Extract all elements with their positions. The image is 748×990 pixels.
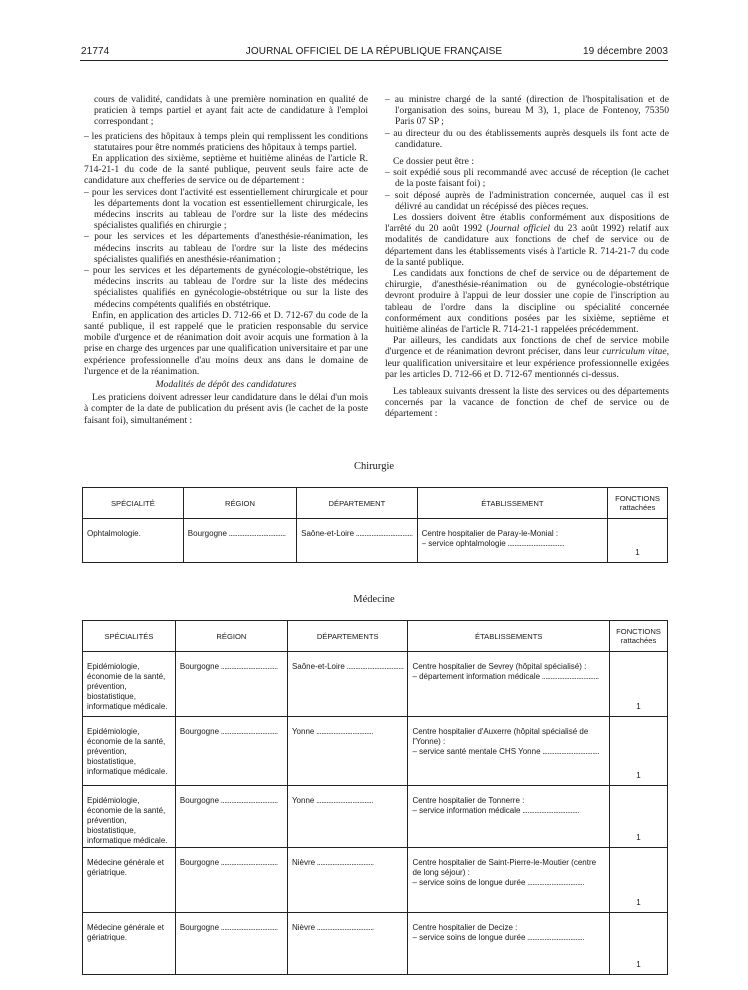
etablissement-cell: Centre hospitalier de Paray-le-Monial : – service ophtalmologie ..... xyxy=(417,519,607,563)
column-header: FONCTIONS rattachées xyxy=(610,621,668,652)
etablissement-cell: Centre hospitalier d'Auxerre (hôpital spécialisé de l'Yonne) : – service santé mentale CHS Yonne ..... xyxy=(408,717,610,786)
fonctions-cell: 1 xyxy=(610,717,668,786)
departement-cell: Yonne ..... xyxy=(287,786,408,848)
table-row xyxy=(83,786,668,848)
paragraph: Par ailleurs, les candidats aux fonctions de chef de service mobile d'urgence et de réanimation devront préciser, dans leur curriculum vitae, leur qualification universitaire et leur expérience professionnelle exigées par les articles D. 712-66 et D. 712-67 mentionnés ci-dessus. xyxy=(385,335,669,380)
column-header: DÉPARTEMENTS xyxy=(287,621,408,652)
list-item: – soit expédié sous pli recommandé avec accusé de réception (le cachet de la poste faisant foi) ; xyxy=(385,167,669,190)
table-row xyxy=(83,848,668,913)
right-column xyxy=(385,94,669,420)
table-row xyxy=(83,652,668,717)
specialite-cell: Epidémiologie, économie de la santé, prévention, biostatistique, informatique médicale. xyxy=(83,717,176,786)
table-row xyxy=(83,519,668,563)
column-header: FONCTIONS rattachées xyxy=(608,488,668,519)
table-row xyxy=(83,717,668,786)
fonctions-cell: 1 xyxy=(610,652,668,717)
column-header: SPÉCIALITÉ xyxy=(83,488,184,519)
list-item: – pour les services et les départements de gynécologie-obstétrique, les médecins inscrits au tableau de l'ordre sur la liste des médecins spécialistes qualifiés en gynécologie-obstétrique ou sur la liste des médecins compétents qualifiés en obstétrique. xyxy=(84,265,368,310)
departement-cell: Saône-et-Loire ..... xyxy=(297,519,418,563)
specialite-cell: Médecine générale et gériatrique. xyxy=(83,913,176,975)
fonctions-cell: 1 xyxy=(610,913,668,975)
specialite-cell: Ophtalmologie. xyxy=(83,519,184,563)
paragraph: En application des sixième, septième et huitième alinéas de l'article R. 714-21-1 du code de la santé publique, peuvent seuls faire acte de candidature aux chefferies de service ou de département : xyxy=(84,153,368,187)
list-item: – pour les services et les départements d'anesthésie-réanimation, les médecins inscrits au tableau de l'ordre sur la liste des médecins spécialistes qualifiés en anesthésie-réanimation ; xyxy=(84,231,368,265)
departement-cell: Nièvre ..... xyxy=(287,848,408,913)
region-cell: Bourgogne ..... xyxy=(175,652,287,717)
journal-title: JOURNAL OFFICIEL DE LA RÉPUBLIQUE FRANÇAISE xyxy=(245,46,503,57)
specialite-cell: Médecine générale et gériatrique. xyxy=(83,848,176,913)
etablissement-cell: Centre hospitalier de Sevrey (hôpital spécialisé) : – département information médicale ..... xyxy=(408,652,610,717)
fonctions-cell: 1 xyxy=(610,848,668,913)
table-row xyxy=(83,913,668,975)
chirurgie-table xyxy=(82,487,668,563)
column-header: ÉTABLISSEMENTS xyxy=(408,621,610,652)
column-header: RÉGION xyxy=(183,488,296,519)
list-item: – pour les services dont l'activité est essentiellement chirurgicale et pour les départements dont la vocation est essentiellement chirurgicale, les médecins inscrits au tableau de l'ordre sur la liste des médecins spécialistes qualifiés en chirurgie ; xyxy=(84,186,368,232)
fonctions-cell: 1 xyxy=(610,786,668,848)
region-cell: Bourgogne ..... xyxy=(183,519,296,563)
column-header: ÉTABLISSEMENT xyxy=(417,488,607,519)
region-cell: Bourgogne ..... xyxy=(175,786,287,848)
paragraph: Les dossiers doivent être établis conformément aux dispositions de l'arrêté du 20 août 1992 (Journal officiel du 23 août 1992) relatif aux modalités de candidature aux fonctions de chef de service ou de département dans les établissements visés à l'article R. 714-21-7 du code de la santé publique. xyxy=(385,212,669,268)
medecine-title: Médecine xyxy=(353,594,395,605)
section-subtitle: Modalités de dépôt des candidatures xyxy=(155,379,297,391)
paragraph: Enfin, en application des articles D. 712-66 et D. 712-67 du code de la santé publique, il est rappelé que le praticien responsable du service mobile d'urgence et de réanimation doit avoir acquis une formation à la prise en charge des urgences par une qualification universitaire et par une expérience professionnelle d'au moins deux ans dans le domaine de l'urgence et de la réanimation. xyxy=(84,309,368,377)
departement-cell: Nièvre ..... xyxy=(287,913,408,975)
etablissement-cell: Centre hospitalier de Tonnerre : – service information médicale ..... xyxy=(408,786,610,848)
fonctions-cell: 1 xyxy=(608,519,668,563)
list-item: – soit déposé auprès de l'administration concernée, auquel cas il est délivré au candidat un récépissé des pièces reçues. xyxy=(385,189,669,212)
departement-cell: Saône-et-Loire ..... xyxy=(287,652,408,717)
paragraph: cours de validité, candidats à une première nomination en qualité de praticien à temps partiel et ayant fait acte de candidature à l'emploi correspondant ; xyxy=(94,94,368,128)
departement-cell: Yonne ..... xyxy=(287,717,408,786)
chirurgie-title: Chirurgie xyxy=(353,461,395,472)
list-item: – les praticiens des hôpitaux à temps plein qui remplissent les conditions statutaires pour être nommés praticiens des hôpitaux à temps partiel. xyxy=(84,130,368,153)
paragraph: Les praticiens doivent adresser leur candidature dans le délai d'un mois à compter de la date de publication du présent avis (le cachet de la poste faisant foi), simultanément : xyxy=(84,392,368,426)
etablissement-cell: Centre hospitalier de Saint-Pierre-le-Moutier (centre de long séjour) : – service soins de longue durée ..... xyxy=(408,848,610,913)
left-column xyxy=(84,94,368,426)
page-number: 21774 xyxy=(81,46,110,57)
medecine-table xyxy=(82,620,668,975)
column-header: RÉGION xyxy=(175,621,287,652)
specialite-cell: Epidémiologie, économie de la santé, prévention, biostatistique, informatique médicale. xyxy=(83,652,176,717)
specialite-cell: Epidémiologie, économie de la santé, prévention, biostatistique, informatique médicale. xyxy=(83,786,176,848)
region-cell: Bourgogne ..... xyxy=(175,717,287,786)
header-rule xyxy=(80,60,668,61)
issue-date: 19 décembre 2003 xyxy=(583,46,668,57)
region-cell: Bourgogne ..... xyxy=(175,913,287,975)
list-item: – au ministre chargé de la santé (direction de l'hospitalisation et de l'organisation des soins, bureau M 3), 1, place de Fontenoy, 75350 Paris 07 SP ; xyxy=(385,94,669,128)
paragraph: Les candidats aux fonctions de chef de service ou de département de chirurgie, d'anesthésie-réanimation ou de gynécologie-obstétrique devront produire à l'appui de leur dossier une copie de l'inscription au tableau de l'ordre dans la discipline ou spécialité concernée conformément aux conditions posées par les sixième, septième et huitième alinéas de l'article R. 714-21-1 rappelées précédemment. xyxy=(385,268,669,336)
paragraph: Les tableaux suivants dressent la liste des services ou des départements concernés par la vacance de fonction de chef de service ou de département : xyxy=(385,386,669,420)
column-header: SPÉCIALITÉS xyxy=(83,621,176,652)
etablissement-cell: Centre hospitalier de Decize : – service soins de longue durée ..... xyxy=(408,913,610,975)
column-header: DÉPARTEMENT xyxy=(297,488,418,519)
paragraph: Ce dossier peut être : xyxy=(393,156,474,168)
list-item: – au directeur du ou des établissements auprès desquels ils font acte de candidature. xyxy=(385,127,669,150)
region-cell: Bourgogne ..... xyxy=(175,848,287,913)
